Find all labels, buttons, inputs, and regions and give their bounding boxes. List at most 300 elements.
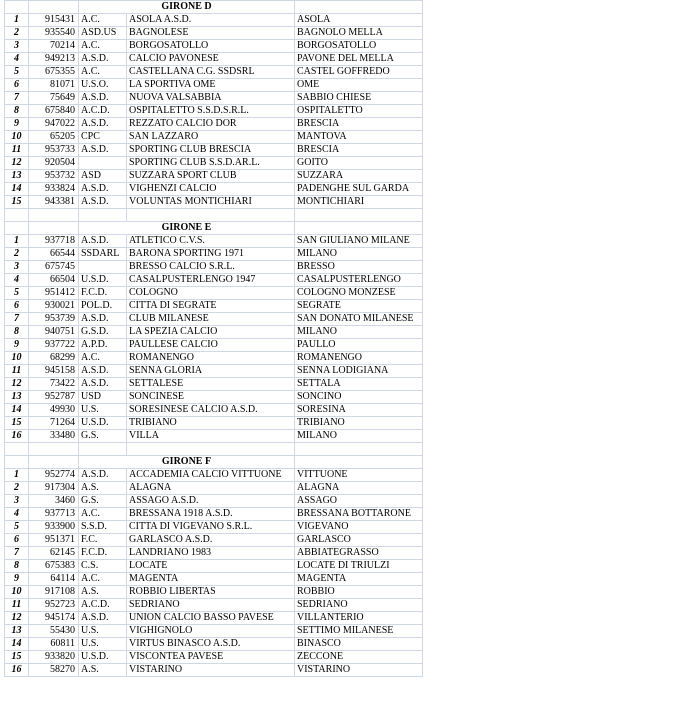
spacer-row — [5, 442, 423, 455]
table-row — [5, 183, 423, 196]
club-code: 62145 — [29, 546, 79, 559]
empty-cell — [79, 209, 127, 222]
table-row — [5, 27, 423, 40]
club-name: NUOVA VALSABBIA — [127, 92, 295, 105]
club-city: ROBBIO — [295, 585, 423, 598]
club-name: CLUB MILANESE — [127, 312, 295, 325]
row-number: 3 — [5, 494, 29, 507]
club-code: 930021 — [29, 299, 79, 312]
club-name: VISTARINO — [127, 663, 295, 676]
club-name: ACCADEMIA CALCIO VITTUONE — [127, 468, 295, 481]
club-city: VIGEVANO — [295, 520, 423, 533]
club-name: ASSAGO A.S.D. — [127, 494, 295, 507]
table-row — [5, 416, 423, 429]
club-city: BORGOSATOLLO — [295, 40, 423, 53]
club-city: SONCINO — [295, 390, 423, 403]
club-code: 933824 — [29, 183, 79, 196]
table-row — [5, 611, 423, 624]
empty-cell — [29, 221, 79, 234]
club-code: 60811 — [29, 637, 79, 650]
row-number: 7 — [5, 92, 29, 105]
club-code: 933820 — [29, 650, 79, 663]
club-name: BRESSANA 1918 A.S.D. — [127, 507, 295, 520]
club-type: A.S.D. — [79, 118, 127, 131]
row-number: 10 — [5, 351, 29, 364]
table-row — [5, 637, 423, 650]
club-city: MONTICHIARI — [295, 196, 423, 209]
club-code: 66544 — [29, 247, 79, 260]
club-name: ATLETICO C.V.S. — [127, 234, 295, 247]
row-number: 2 — [5, 247, 29, 260]
empty-cell — [127, 442, 295, 455]
club-name: ALAGNA — [127, 481, 295, 494]
club-city: PAVONE DEL MELLA — [295, 53, 423, 66]
row-number: 16 — [5, 663, 29, 676]
row-number: 15 — [5, 650, 29, 663]
empty-cell — [5, 209, 29, 222]
club-city: MAGENTA — [295, 572, 423, 585]
table-row — [5, 105, 423, 118]
table-row — [5, 312, 423, 325]
club-name: SEDRIANO — [127, 598, 295, 611]
club-type: CPC — [79, 131, 127, 144]
club-code: 49930 — [29, 403, 79, 416]
table-row — [5, 157, 423, 170]
table-row — [5, 481, 423, 494]
groups-table-body — [5, 1, 423, 677]
club-city: ABBIATEGRASSO — [295, 546, 423, 559]
row-number: 4 — [5, 53, 29, 66]
club-code: 935540 — [29, 27, 79, 40]
table-row — [5, 118, 423, 131]
club-type: U.S.D. — [79, 273, 127, 286]
row-number: 2 — [5, 481, 29, 494]
group-title: GIRONE E — [79, 221, 295, 234]
empty-cell — [29, 209, 79, 222]
club-name: CALCIO PAVONESE — [127, 53, 295, 66]
empty-cell — [5, 1, 29, 14]
club-name: UNION CALCIO BASSO PAVESE — [127, 611, 295, 624]
club-name: VILLA — [127, 429, 295, 442]
club-name: GARLASCO A.S.D. — [127, 533, 295, 546]
club-name: SONCINESE — [127, 390, 295, 403]
table-row — [5, 66, 423, 79]
club-type: A.S.D. — [79, 312, 127, 325]
club-type: F.C. — [79, 533, 127, 546]
club-type: ASD — [79, 170, 127, 183]
club-name: SUZZARA SPORT CLUB — [127, 170, 295, 183]
table-row — [5, 598, 423, 611]
club-city: SEGRATE — [295, 299, 423, 312]
club-name: VIGHENZI CALCIO — [127, 183, 295, 196]
club-city: ASSAGO — [295, 494, 423, 507]
club-type: A.S.D. — [79, 377, 127, 390]
club-name: BORGOSATOLLO — [127, 40, 295, 53]
table-row — [5, 650, 423, 663]
club-type: ASD.US — [79, 27, 127, 40]
club-name: CASTELLANA C.G. SSDSRL — [127, 66, 295, 79]
group-title: GIRONE D — [79, 1, 295, 14]
club-city: CASTEL GOFFREDO — [295, 66, 423, 79]
row-number: 11 — [5, 364, 29, 377]
club-code: 952723 — [29, 598, 79, 611]
club-type: U.S. — [79, 624, 127, 637]
club-code: 73422 — [29, 377, 79, 390]
club-type: C.S. — [79, 559, 127, 572]
club-code: 33480 — [29, 429, 79, 442]
empty-cell — [5, 455, 29, 468]
group-header-row — [5, 221, 423, 234]
row-number: 12 — [5, 611, 29, 624]
row-number: 5 — [5, 286, 29, 299]
group-title: GIRONE F — [79, 455, 295, 468]
club-name: VOLUNTAS MONTICHIARI — [127, 196, 295, 209]
club-name: REZZATO CALCIO DOR — [127, 118, 295, 131]
club-city: BRESCIA — [295, 144, 423, 157]
club-city: SETTIMO MILANESE — [295, 624, 423, 637]
club-type: A.S. — [79, 481, 127, 494]
club-type: A.C. — [79, 572, 127, 585]
club-type: A.S.D. — [79, 183, 127, 196]
empty-cell — [29, 442, 79, 455]
club-code: 943381 — [29, 196, 79, 209]
club-type: U.S.O. — [79, 79, 127, 92]
table-row — [5, 14, 423, 27]
club-type: A.S.D. — [79, 364, 127, 377]
club-type: F.C.D. — [79, 546, 127, 559]
club-code: 937718 — [29, 234, 79, 247]
row-number: 14 — [5, 403, 29, 416]
table-row — [5, 260, 423, 273]
club-name: BAGNOLESE — [127, 27, 295, 40]
row-number: 11 — [5, 598, 29, 611]
club-city: MILANO — [295, 247, 423, 260]
row-number: 9 — [5, 118, 29, 131]
row-number: 12 — [5, 157, 29, 170]
empty-cell — [295, 1, 423, 14]
table-row — [5, 196, 423, 209]
table-row — [5, 572, 423, 585]
club-type: F.C.D. — [79, 286, 127, 299]
club-code: 947022 — [29, 118, 79, 131]
club-type — [79, 157, 127, 170]
club-code: 3460 — [29, 494, 79, 507]
empty-cell — [295, 209, 423, 222]
row-number: 10 — [5, 131, 29, 144]
club-city: GOITO — [295, 157, 423, 170]
club-name: BARONA SPORTING 1971 — [127, 247, 295, 260]
row-number: 12 — [5, 377, 29, 390]
club-city: ROMANENGO — [295, 351, 423, 364]
club-city: VILLANTERIO — [295, 611, 423, 624]
club-city: LOCATE DI TRIULZI — [295, 559, 423, 572]
club-name: ASOLA A.S.D. — [127, 14, 295, 27]
club-code: 66504 — [29, 273, 79, 286]
club-code: 933900 — [29, 520, 79, 533]
table-row — [5, 520, 423, 533]
club-city: OME — [295, 79, 423, 92]
empty-cell — [5, 221, 29, 234]
club-code: 951412 — [29, 286, 79, 299]
row-number: 13 — [5, 624, 29, 637]
table-row — [5, 429, 423, 442]
row-number: 1 — [5, 234, 29, 247]
club-city: BRESCIA — [295, 118, 423, 131]
row-number: 15 — [5, 416, 29, 429]
club-code: 949213 — [29, 53, 79, 66]
row-number: 13 — [5, 390, 29, 403]
row-number: 2 — [5, 27, 29, 40]
club-city: MILANO — [295, 325, 423, 338]
table-row — [5, 364, 423, 377]
empty-cell — [29, 1, 79, 14]
club-name: CASALPUSTERLENGO 1947 — [127, 273, 295, 286]
row-number: 10 — [5, 585, 29, 598]
table-row — [5, 351, 423, 364]
club-name: CITTA DI VIGEVANO S.R.L. — [127, 520, 295, 533]
row-number: 14 — [5, 637, 29, 650]
club-city: MILANO — [295, 429, 423, 442]
spreadsheet — [4, 0, 423, 677]
club-type: A.S.D. — [79, 468, 127, 481]
club-code: 953733 — [29, 144, 79, 157]
table-row — [5, 247, 423, 260]
group-header-row — [5, 1, 423, 14]
club-code: 675840 — [29, 105, 79, 118]
club-type: A.P.D. — [79, 338, 127, 351]
club-code: 952787 — [29, 390, 79, 403]
club-code: 675355 — [29, 66, 79, 79]
club-code: 951371 — [29, 533, 79, 546]
table-row — [5, 273, 423, 286]
club-city: GARLASCO — [295, 533, 423, 546]
club-type: A.C. — [79, 351, 127, 364]
club-city: CASALPUSTERLENGO — [295, 273, 423, 286]
club-code: 940751 — [29, 325, 79, 338]
row-number: 13 — [5, 170, 29, 183]
club-city: ALAGNA — [295, 481, 423, 494]
club-code: 953739 — [29, 312, 79, 325]
club-name: BRESSO CALCIO S.R.L. — [127, 260, 295, 273]
club-city: BRESSO — [295, 260, 423, 273]
club-type: A.S.D. — [79, 234, 127, 247]
club-code: 675745 — [29, 260, 79, 273]
table-row — [5, 286, 423, 299]
table-row — [5, 53, 423, 66]
row-number: 11 — [5, 144, 29, 157]
table-row — [5, 403, 423, 416]
club-type: A.C. — [79, 66, 127, 79]
table-row — [5, 468, 423, 481]
empty-cell — [5, 442, 29, 455]
club-city: OSPITALETTO — [295, 105, 423, 118]
empty-cell — [79, 442, 127, 455]
club-name: COLOGNO — [127, 286, 295, 299]
row-number: 9 — [5, 338, 29, 351]
club-name: MAGENTA — [127, 572, 295, 585]
club-name: PAULLESE CALCIO — [127, 338, 295, 351]
club-name: SPORTING CLUB S.S.D.AR.L. — [127, 157, 295, 170]
row-number: 14 — [5, 183, 29, 196]
club-type: U.S.D. — [79, 416, 127, 429]
club-code: 952774 — [29, 468, 79, 481]
row-number: 9 — [5, 572, 29, 585]
group-header-row — [5, 455, 423, 468]
club-type: U.S. — [79, 637, 127, 650]
club-city: ASOLA — [295, 14, 423, 27]
club-type: A.S. — [79, 663, 127, 676]
club-type: POL.D. — [79, 299, 127, 312]
club-type: A.C. — [79, 40, 127, 53]
row-number: 8 — [5, 559, 29, 572]
table-row — [5, 40, 423, 53]
club-type: A.S.D. — [79, 196, 127, 209]
club-name: SETTALESE — [127, 377, 295, 390]
club-city: VISTARINO — [295, 663, 423, 676]
club-type: A.C. — [79, 14, 127, 27]
club-code: 81071 — [29, 79, 79, 92]
row-number: 3 — [5, 260, 29, 273]
table-row — [5, 92, 423, 105]
table-row — [5, 79, 423, 92]
spacer-row — [5, 209, 423, 222]
club-type: G.S. — [79, 494, 127, 507]
club-code: 64114 — [29, 572, 79, 585]
row-number: 7 — [5, 546, 29, 559]
club-code: 917108 — [29, 585, 79, 598]
row-number: 16 — [5, 429, 29, 442]
club-name: ROBBIO LIBERTAS — [127, 585, 295, 598]
table-row — [5, 234, 423, 247]
club-name: CITTA DI SEGRATE — [127, 299, 295, 312]
club-city: VITTUONE — [295, 468, 423, 481]
club-city: COLOGNO MONZESE — [295, 286, 423, 299]
table-row — [5, 507, 423, 520]
club-type: USD — [79, 390, 127, 403]
club-type: A.S.D. — [79, 53, 127, 66]
club-city: SABBIO CHIESE — [295, 92, 423, 105]
row-number: 5 — [5, 520, 29, 533]
row-number: 4 — [5, 507, 29, 520]
club-code: 917304 — [29, 481, 79, 494]
club-type: A.S.D. — [79, 92, 127, 105]
club-code: 945158 — [29, 364, 79, 377]
club-city: ZECCONE — [295, 650, 423, 663]
club-name: SAN LAZZARO — [127, 131, 295, 144]
club-code: 70214 — [29, 40, 79, 53]
club-name: ROMANENGO — [127, 351, 295, 364]
club-city: PAULLO — [295, 338, 423, 351]
row-number: 15 — [5, 196, 29, 209]
club-code: 675383 — [29, 559, 79, 572]
table-row — [5, 377, 423, 390]
club-code: 75649 — [29, 92, 79, 105]
groups-table — [4, 0, 423, 677]
club-name: VISCONTEA PAVESE — [127, 650, 295, 663]
row-number: 1 — [5, 468, 29, 481]
table-row — [5, 663, 423, 676]
club-city: SAN GIULIANO MILANE — [295, 234, 423, 247]
empty-cell — [295, 455, 423, 468]
club-code: 920504 — [29, 157, 79, 170]
club-type: S.S.D. — [79, 520, 127, 533]
club-name: VIRTUS BINASCO A.S.D. — [127, 637, 295, 650]
row-number: 6 — [5, 79, 29, 92]
club-type: A.S. — [79, 585, 127, 598]
club-city: MANTOVA — [295, 131, 423, 144]
club-type: G.S. — [79, 429, 127, 442]
club-city: SORESINA — [295, 403, 423, 416]
club-city: BINASCO — [295, 637, 423, 650]
club-code: 937722 — [29, 338, 79, 351]
club-city: BRESSANA BOTTARONE — [295, 507, 423, 520]
club-type: U.S.D. — [79, 650, 127, 663]
row-number: 8 — [5, 105, 29, 118]
club-code: 68299 — [29, 351, 79, 364]
row-number: 6 — [5, 299, 29, 312]
table-row — [5, 546, 423, 559]
table-row — [5, 299, 423, 312]
club-type — [79, 260, 127, 273]
row-number: 6 — [5, 533, 29, 546]
empty-cell — [295, 442, 423, 455]
club-code: 58270 — [29, 663, 79, 676]
club-name: VIGHIGNOLO — [127, 624, 295, 637]
table-row — [5, 624, 423, 637]
table-row — [5, 494, 423, 507]
row-number: 4 — [5, 273, 29, 286]
club-city: SETTALA — [295, 377, 423, 390]
club-name: OSPITALETTO S.S.D.S.R.L. — [127, 105, 295, 118]
club-code: 65205 — [29, 131, 79, 144]
club-type: A.S.D. — [79, 611, 127, 624]
empty-cell — [29, 455, 79, 468]
club-name: LANDRIANO 1983 — [127, 546, 295, 559]
club-code: 915431 — [29, 14, 79, 27]
club-code: 937713 — [29, 507, 79, 520]
table-row — [5, 325, 423, 338]
table-row — [5, 338, 423, 351]
club-name: SORESINESE CALCIO A.S.D. — [127, 403, 295, 416]
row-number: 7 — [5, 312, 29, 325]
empty-cell — [127, 209, 295, 222]
club-name: LA SPEZIA CALCIO — [127, 325, 295, 338]
club-city: PADENGHE SUL GARDA — [295, 183, 423, 196]
club-code: 71264 — [29, 416, 79, 429]
club-city: TRIBIANO — [295, 416, 423, 429]
row-number: 1 — [5, 14, 29, 27]
row-number: 3 — [5, 40, 29, 53]
club-city: BAGNOLO MELLA — [295, 27, 423, 40]
club-city: SENNA LODIGIANA — [295, 364, 423, 377]
club-type: A.C. — [79, 507, 127, 520]
club-type: G.S.D. — [79, 325, 127, 338]
club-code: 55430 — [29, 624, 79, 637]
table-row — [5, 144, 423, 157]
club-name: LOCATE — [127, 559, 295, 572]
club-type: U.S. — [79, 403, 127, 416]
club-city: SUZZARA — [295, 170, 423, 183]
club-name: LA SPORTIVA OME — [127, 79, 295, 92]
club-type: SSDARL — [79, 247, 127, 260]
club-city: SAN DONATO MILANESE — [295, 312, 423, 325]
club-name: SENNA GLORIA — [127, 364, 295, 377]
table-row — [5, 533, 423, 546]
table-row — [5, 390, 423, 403]
row-number: 8 — [5, 325, 29, 338]
club-type: A.C.D. — [79, 105, 127, 118]
table-row — [5, 559, 423, 572]
